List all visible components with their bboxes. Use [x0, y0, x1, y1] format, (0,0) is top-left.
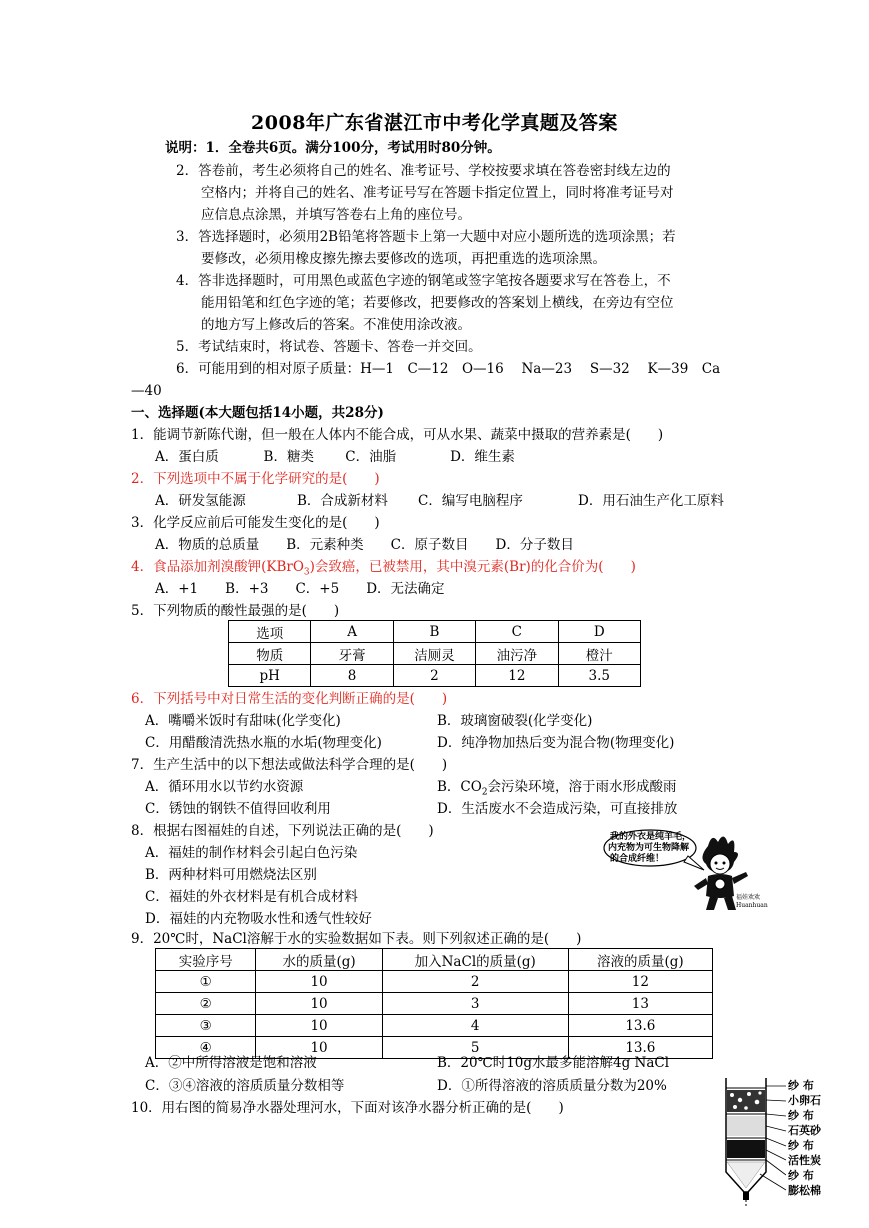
- q2-option-c: C．编写电脑程序: [418, 493, 523, 509]
- table-cell: 加入NaCl的质量(g): [382, 949, 568, 971]
- q9-option-a: A．②中所得溶液是饱和溶液: [145, 1055, 317, 1071]
- table-cell: ②: [156, 993, 256, 1015]
- fuwa-bubble-line-2: 内充物为可生物降解: [608, 843, 690, 853]
- filter-label-6: 活性炭: [788, 1154, 821, 1167]
- table-cell: 水的质量(g): [256, 949, 382, 971]
- table-cell: 洁厕灵: [393, 643, 475, 665]
- q9-stem: 9．20℃时，NaCl溶解于水的实验数据如下表。则下列叙述正确的是( ): [131, 931, 582, 947]
- table-cell: ①: [156, 971, 256, 993]
- fuwa-bubble-line-3: 的合成纤维！: [610, 854, 665, 864]
- table-cell: 10: [256, 993, 382, 1015]
- note-2c: 应信息点涂黑，并填写答卷右上角的座位号。: [201, 207, 471, 223]
- table-cell: 13.6: [568, 1037, 712, 1059]
- table-cell: 10: [256, 1015, 382, 1037]
- water-filter-illustration: [716, 1074, 826, 1224]
- q2-option-a: A．研发氢能源: [155, 493, 246, 509]
- q1-stem: 1．能调节新陈代谢，但一般在人体内不能合成，可从水果、蔬菜中摄取的营养素是( ): [131, 427, 664, 443]
- q2-stem: 2．下列选项中不属于化学研究的是( ): [131, 471, 380, 487]
- q2-option-b: B．合成新材料: [297, 493, 388, 509]
- fuwa-caption: 福娃欢欢: [736, 894, 761, 901]
- note-4c: 的地方写上修改后的答案。不准使用涂改液。: [201, 317, 471, 333]
- q8-option-a: A．福娃的制作材料会引起白色污染: [145, 845, 358, 861]
- table-cell: 实验序号: [156, 949, 256, 971]
- note-6a: 6．可能用到的相对原子质量：H—1 C—12 O—16 Na—23 S—32 K—39 Ca: [176, 361, 721, 377]
- q8-option-c: C．福娃的外衣材料是有机合成材料: [145, 889, 358, 905]
- note-1: 说明：1．全卷共6页。满分100分，考试用时80分钟。: [165, 140, 501, 156]
- note-3b: 要修改，必须用橡皮擦先擦去要修改的选项，再把重选的选项涂黑。: [201, 251, 606, 267]
- q9-table: [155, 948, 713, 1059]
- table-cell: 4: [382, 1015, 568, 1037]
- table-cell: ④: [156, 1037, 256, 1059]
- q6-option-a: A．嘴嚼米饭时有甜味(化学变化): [145, 713, 341, 729]
- q1-options: A．蛋白质 B．糖类 C．油脂 D．维生素: [155, 449, 515, 465]
- note-2b: 空格内；并将自己的姓名、准考证号写在答题卡指定位置上，同时将准考证号对: [201, 185, 674, 201]
- q3-options: A．物质的总质量 B．元素种类 C．原子数目 D．分子数目: [155, 537, 574, 553]
- table-cell: 8: [311, 665, 393, 687]
- fuwa-bubble-line-1: 我的外衣是纯羊毛，: [610, 832, 692, 842]
- q9-option-b: B．20℃时10g水最多能溶解4g NaCl: [437, 1055, 670, 1071]
- table-cell: 溶液的质量(g): [568, 949, 712, 971]
- filter-label-1: 纱 布: [788, 1079, 814, 1092]
- note-4a: 4．答非选择题时，可用黑色或蓝色字迹的钢笔或签字笔按各题要求写在答卷上，不: [176, 273, 671, 289]
- table-cell: A: [311, 621, 393, 643]
- q8-stem: 8．根据右图福娃的自述，下列说法正确的是( ): [131, 823, 434, 839]
- table-cell: D: [558, 621, 640, 643]
- q7-option-b: B．$CO_2$会污染环境，溶于雨水形成酸雨: [437, 779, 677, 798]
- table-cell: 牙膏: [311, 643, 393, 665]
- q7-option-d: D．生活废水不会造成污染，可直接排放: [437, 801, 678, 817]
- q9-option-c: C．③④溶液的溶质质量分数相等: [145, 1078, 345, 1094]
- q7-option-c: C．锈蚀的钢铁不值得回收利用: [145, 801, 331, 817]
- table-cell: pH: [229, 665, 311, 687]
- q6-option-c: C．用醋酸清洗热水瓶的水垢(物理变化): [145, 735, 382, 751]
- q8-option-b: B．两种材料可用燃烧法区别: [145, 867, 317, 883]
- table-cell: 10: [256, 971, 382, 993]
- note-6b: —40: [131, 383, 162, 399]
- q6-option-d: D．纯净物加热后变为混合物(物理变化): [437, 735, 675, 751]
- table-cell: 12: [476, 665, 558, 687]
- q10-stem: 10．用右图的简易净水器处理河水，下面对该净水器分析正确的是( ): [131, 1100, 564, 1116]
- filter-label-7: 纱 布: [788, 1169, 814, 1182]
- filter-label-2: 小卵石: [788, 1094, 821, 1107]
- table-cell: 12: [568, 971, 712, 993]
- table-cell: 橙汁: [558, 643, 640, 665]
- q7-option-a: A．循环用水以节约水资源: [145, 779, 304, 795]
- table-cell: 选项: [229, 621, 311, 643]
- section-heading: 一、选择题(本大题包括14小题，共28分): [131, 405, 384, 421]
- note-2a: 2．答卷前，考生必须将自己的姓名、准考证号、学校按要求填在答卷密封线左边的: [176, 163, 671, 179]
- q2-option-d: D．用石油生产化工原料: [578, 493, 724, 509]
- q4-options: A．+1 B．+3 C．+5 D．无法确定: [155, 581, 445, 597]
- q8-option-d: D．福娃的内充物吸水性和透气性较好: [145, 911, 372, 927]
- q5-stem: 5．下列物质的酸性最强的是( ): [131, 603, 340, 619]
- q6-option-b: B．玻璃窗破裂(化学变化): [437, 713, 593, 729]
- filter-label-4: 石英砂: [788, 1124, 821, 1137]
- q3-stem: 3．化学反应前后可能发生变化的是( ): [131, 515, 380, 531]
- table-cell: 3: [382, 993, 568, 1015]
- table-cell: 13.6: [568, 1015, 712, 1037]
- table-cell: ③: [156, 1015, 256, 1037]
- filter-label-3: 纱 布: [788, 1109, 814, 1122]
- page-title: 2008年广东省湛江市中考化学真题及答案: [251, 112, 618, 134]
- table-cell: 物质: [229, 643, 311, 665]
- q6-stem: 6．下列括号中对日常生活的变化判断正确的是( ): [131, 691, 448, 707]
- q5-table: [228, 620, 641, 687]
- filter-label-8: 膨松棉: [788, 1184, 821, 1197]
- table-cell: 2: [393, 665, 475, 687]
- table-cell: 2: [382, 971, 568, 993]
- table-cell: 13: [568, 993, 712, 1015]
- note-4b: 能用铅笔和红色字迹的笔；若要修改，把要修改的答案划上横线，在旁边有空位: [201, 295, 674, 311]
- table-cell: B: [393, 621, 475, 643]
- fuwa-illustration: [600, 826, 768, 918]
- table-cell: 10: [256, 1037, 382, 1059]
- q9-option-d: D．①所得溶液的溶质质量分数为20%: [437, 1078, 667, 1094]
- filter-label-5: 纱 布: [788, 1139, 814, 1152]
- q4-stem: 4．食品添加剂溴酸钾(KBrO$_3$)会致癌，已被禁用，其中溴元素(Br)的化合价为( ): [131, 559, 636, 578]
- table-cell: 5: [382, 1037, 568, 1059]
- table-cell: C: [476, 621, 558, 643]
- note-3a: 3．答选择题时，必须用2B铅笔将答题卡上第一大题中对应小题所选的选项涂黑；若: [176, 229, 676, 245]
- note-5: 5．考试结束时，将试卷、答题卡、答卷一并交回。: [176, 339, 482, 355]
- fuwa-caption-en: Huanhuan: [736, 902, 768, 909]
- table-cell: 3.5: [558, 665, 640, 687]
- q7-stem: 7．生产生活中的以下想法或做法科学合理的是( ): [131, 757, 448, 773]
- table-cell: 油污净: [476, 643, 558, 665]
